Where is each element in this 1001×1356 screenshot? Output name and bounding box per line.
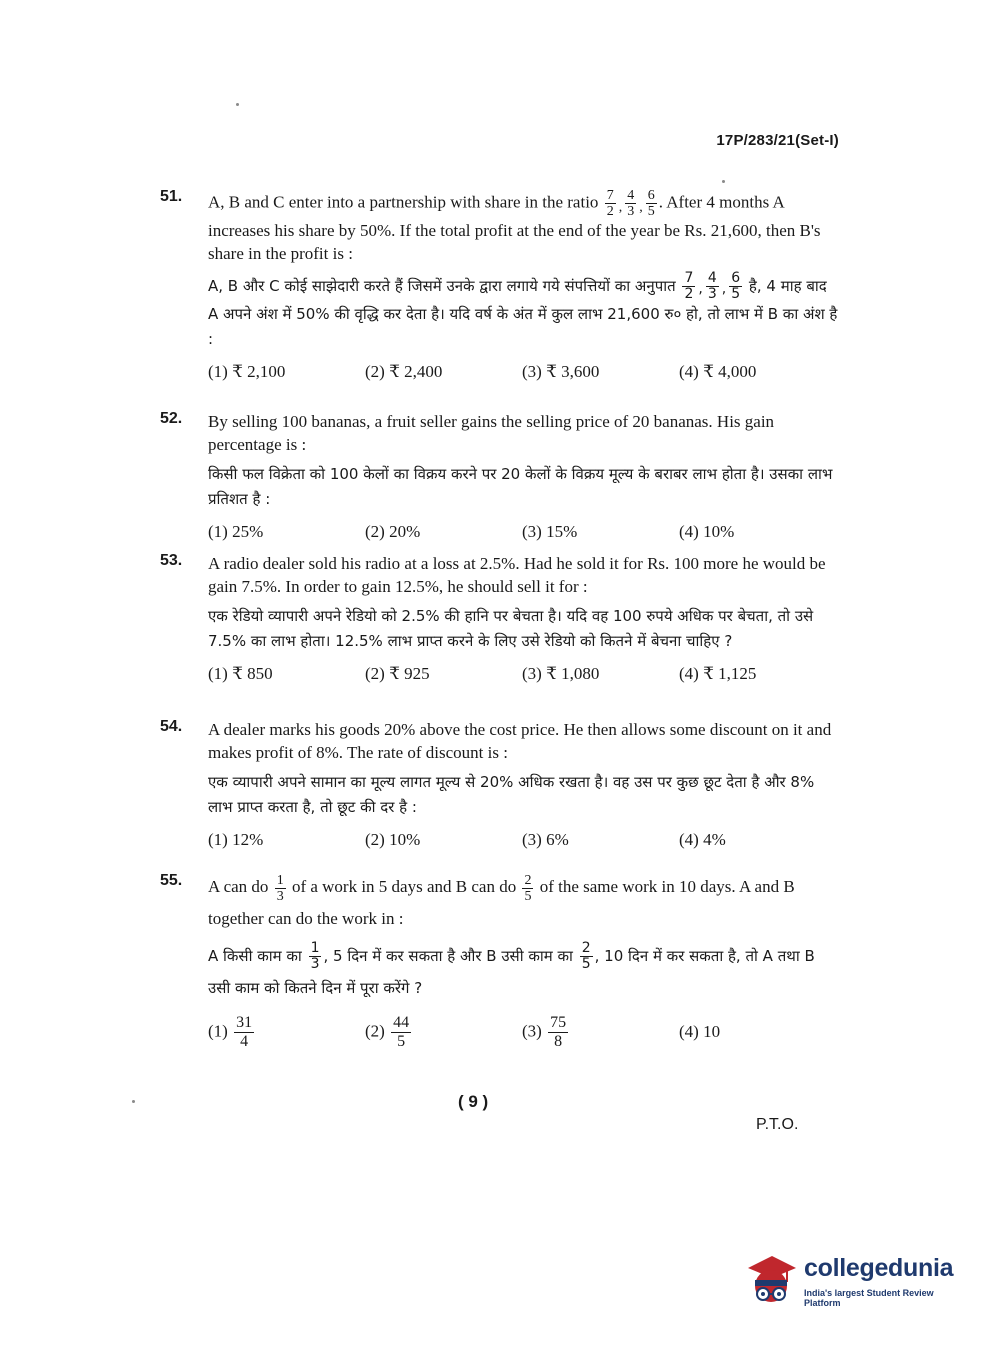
fraction: $\frac{2}{5}$ [524, 872, 532, 904]
option-1: (1) ₹ 2,100 [208, 362, 286, 381]
question-number: 51. [160, 188, 183, 205]
fraction: $\frac{7}{2}$ [606, 188, 614, 219]
question-hindi: A, B और C कोई साझेदारी करते हैं जिसमें उनके द्वारा लगाये गये संपत्तियों का अनुपात $\frac{7}{2}$ , $\frac{4}{3}$ , $\frac{6}{5}$ है, 4 माह बाद A अपने अंश में 50% की वृद्धि कर देता है। यदि वर्ष के अंत में कुल लाभ 21,600 रु० हो, तो लाभ में B का अंश है : [208, 270, 838, 348]
question-hindi: एक रेडियो व्यापारी अपने रेडियो को 2.5% की हानि पर बेचता है। यदि वह 100 रुपये अधिक पर बेचता, तो उसे 7.5% का लाभ होता। 12.5% लाभ प्राप्त करने के लिए उसे रेडियो को कितने में बेचना चाहिए ? [208, 607, 814, 650]
option-4: (4) 4% [679, 830, 726, 849]
question-hindi: एक व्यापारी अपने सामान का मूल्य लागत मूल्य से 20% अधिक रखता है। वह उस पर कुछ छूट देता है और 8% लाभ प्राप्त करता है, तो छूट की दर है : [208, 773, 815, 816]
question-english: A, B and C enter into a partnership with share in the ratio $\frac{7}{2}$ , $\frac{4}{3}$ , $\frac{6}{5}$ . After 4 months A increases his share by 50%. If the total profit at the end of the year be Rs. 21,600, then B's share in the profit is : [208, 188, 821, 263]
option-4: (4) 10 [679, 1022, 721, 1042]
question-52 [160, 410, 840, 543]
question-hindi: A किसी काम का $\frac{1}{3}$ , 5 दिन में कर सकता है और B उसी काम का $\frac{2}{5}$ , 10 दिन में कर सकता है, तो A तथा B उसी काम को कितने दिन में पूरा करेंगे ? [208, 939, 815, 997]
options [208, 1014, 840, 1051]
option-3: (3) ₹ 1,080 [522, 664, 600, 683]
fraction: $\frac{1}{3}$ [310, 939, 320, 972]
option-3: (3) 15% [522, 522, 578, 541]
option-1: (1) ₹ 850 [208, 664, 273, 683]
options [208, 360, 840, 383]
scan-speck [722, 180, 725, 183]
page-number: ( 9 ) [458, 1092, 489, 1111]
paper-code: 17P/283/21(Set-I) [716, 132, 839, 149]
option-2: (2) 20% [365, 522, 421, 541]
ratio-fractions: $\frac{7}{2}$ , $\frac{4}{3}$ , $\frac{6}{5}$ [684, 270, 741, 302]
option-1: (1) $\frac{31}{4}$ [208, 1013, 253, 1050]
fraction: $\frac{2}{5}$ [581, 939, 591, 972]
pto-label: P.T.O. [756, 1116, 799, 1133]
option-2: (2) ₹ 2,400 [365, 362, 443, 381]
option-3: (3) $\frac{75}{8}$ [522, 1013, 567, 1050]
options [208, 520, 840, 543]
collegedunia-logo [742, 1250, 972, 1312]
question-number: 53. [160, 552, 183, 569]
option-1: (1) 25% [208, 522, 264, 541]
fraction: $\frac{6}{5}$ [731, 270, 741, 302]
question-english: A dealer marks his goods 20% above the cost price. He then allows some discount on it and makes profit of 8%. The rate of discount is : [208, 720, 832, 762]
option-4: (4) 10% [679, 522, 735, 541]
fraction: $\frac{4}{3}$ [707, 270, 717, 302]
option-2: (2) ₹ 925 [365, 664, 430, 683]
scan-speck [236, 103, 239, 106]
option-4: (4) ₹ 1,125 [679, 664, 757, 683]
question-english: A radio dealer sold his radio at a loss at 2.5%. Had he sold it for Rs. 100 more he would be gain 7.5%. In order to gain 12.5%, he should sell it for : [208, 554, 826, 596]
fraction: $\frac{7}{2}$ [684, 270, 694, 302]
fraction: $\frac{1}{3}$ [276, 872, 284, 904]
question-53 [160, 552, 840, 685]
option-3: (3) ₹ 3,600 [522, 362, 600, 381]
question-51 [160, 188, 840, 383]
question-english: A can do $\frac{1}{3}$ of a work in 5 days and B can do $\frac{2}{5}$ of the same work in 10 days. A and B together can do the work in : [208, 872, 795, 928]
options [208, 662, 840, 685]
fraction: $\frac{4}{3}$ [627, 188, 635, 219]
question-55 [160, 872, 840, 1051]
option-4: (4) ₹ 4,000 [679, 362, 757, 381]
ratio-fractions: $\frac{7}{2}$ , $\frac{4}{3}$ , $\frac{6}{5}$ [606, 188, 655, 219]
mascot-icon [742, 1250, 800, 1310]
option-2: (2) 10% [365, 830, 421, 849]
scan-speck [132, 1100, 135, 1103]
option-2: (2) $\frac{44}{5}$ [365, 1013, 410, 1050]
option-1: (1) 12% [208, 830, 264, 849]
option-3: (3) 6% [522, 830, 569, 849]
logo-wordmark: collegedunia [804, 1254, 954, 1282]
question-number: 55. [160, 872, 183, 889]
options [208, 828, 840, 851]
question-hindi: किसी फल विक्रेता को 100 केलों का विक्रय करने पर 20 केलों के विक्रय मूल्य के बराबर लाभ होता है। उसका लाभ प्रतिशत है : [208, 465, 833, 508]
question-54 [160, 718, 840, 851]
logo-tagline: India's largest Student Review Platform [804, 1288, 934, 1308]
question-number: 52. [160, 410, 183, 427]
question-english: By selling 100 bananas, a fruit seller gains the selling price of 20 bananas. His gain percentage is : [208, 412, 775, 454]
fraction: $\frac{6}{5}$ [647, 188, 655, 219]
question-number: 54. [160, 718, 183, 735]
